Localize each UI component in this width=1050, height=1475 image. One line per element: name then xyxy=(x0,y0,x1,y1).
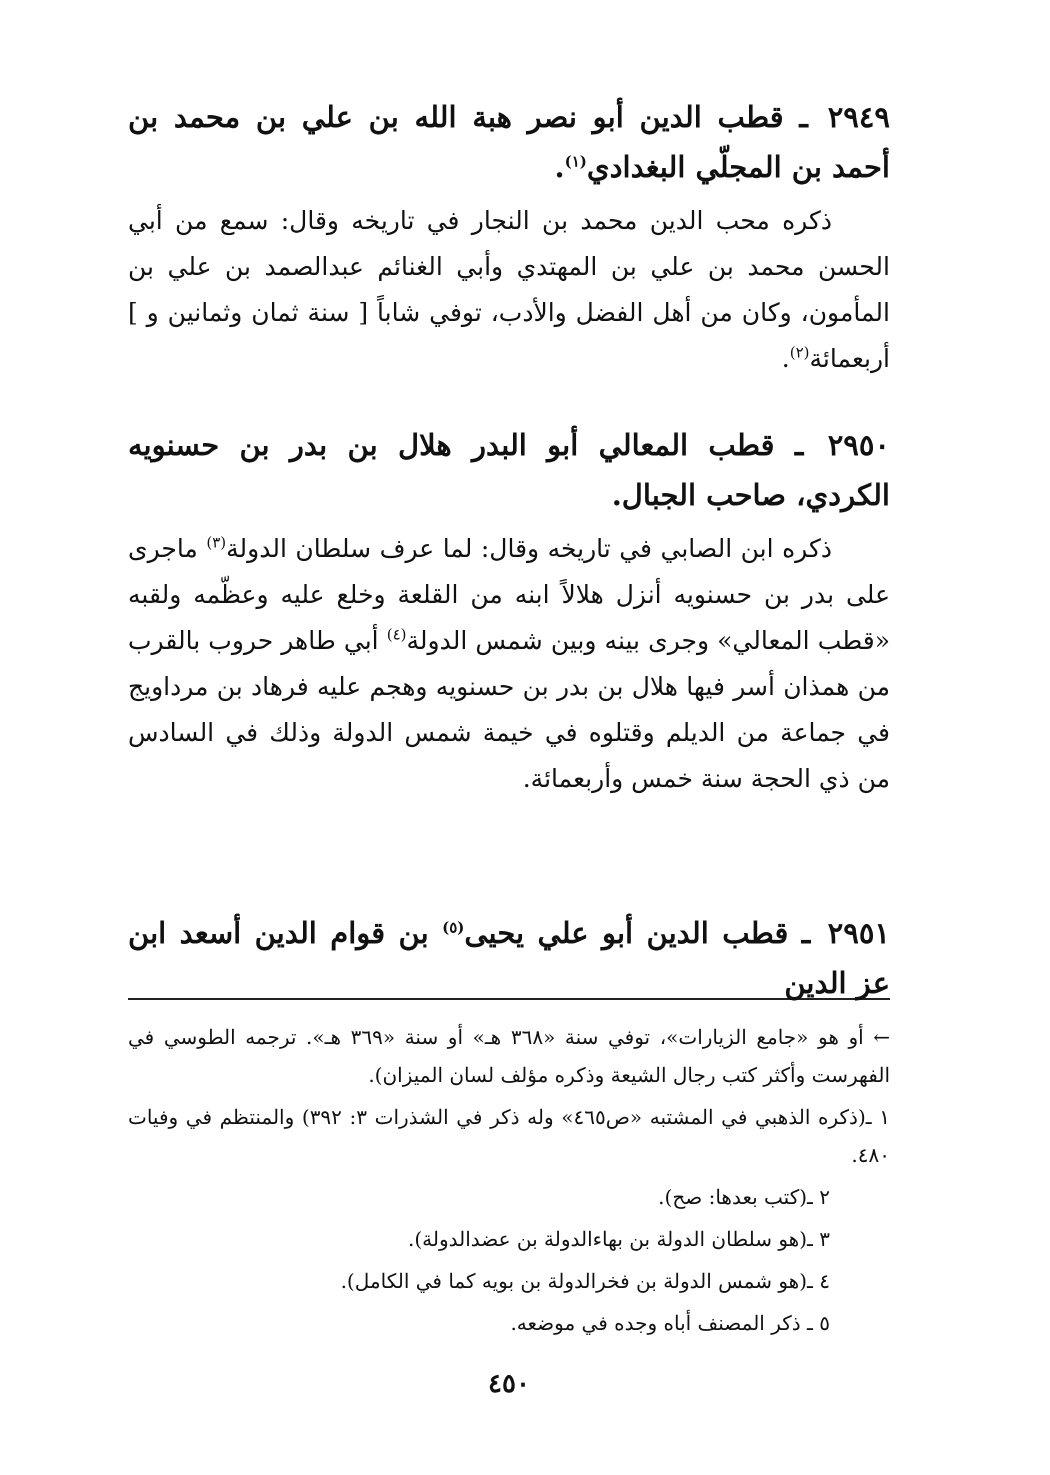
footnotes xyxy=(128,1018,890,1342)
entry-body-text: ذكره ابن الصابي في تاريخه وقال: لما عرف سلطان الدولة xyxy=(226,534,832,563)
entry-title xyxy=(128,420,890,520)
footnote-2: ٢ ـ(كتب بعدها: صح). xyxy=(658,1185,830,1209)
entry-body-text: ماجرى على بدر بن حسنويه أنزل هلالاً ابنه من القلعة وخلع عليه وعظّمه ولقبه «قطب المعالي» وجرى بينه وبين شمس الدولة xyxy=(128,534,891,655)
footnote-ref[interactable]: (٤) xyxy=(386,625,407,644)
footnote-1: ١ ـ(ذكره الذهبي في المشتبه «ص٤٦٥» وله ذكر في الشذرات ٣: ٣٩٢) والمنتظم في وفيات ٤٨٠. xyxy=(128,1105,890,1167)
book-page xyxy=(128,92,890,1442)
entry-number: ٢٩٤٩ xyxy=(827,100,890,134)
page-number: ٤٥٠ xyxy=(488,1369,530,1399)
footnote-divider xyxy=(128,998,890,1000)
entry-2951 xyxy=(128,908,890,998)
entry-title-text: ـ قطب المعالي أبو البدر هلال بن بدر بن حسنويه الكردي، صاحب الجبال. xyxy=(128,428,890,512)
footnote-4: ٤ ـ(هو شمس الدولة بن فخرالدولة بن بويه كما في الكامل). xyxy=(340,1269,830,1293)
entry-title xyxy=(128,92,890,192)
footnote-ref[interactable]: (١) xyxy=(564,152,587,171)
entry-body-end: . xyxy=(781,344,790,373)
entry-title-text: بن قوام الدين أسعد ابن عز الدين xyxy=(128,916,890,1000)
footnote-continuation: ← أو هو «جامع الزيارات»، توفي سنة «٣٦٨ هـ» أو سنة «٣٦٩ هـ». ترجمه الطوسي في الفهرست وأكثر كتب رجال الشيعة وذكره مؤلف لسان الميزان). xyxy=(128,1025,891,1087)
entry-2949 xyxy=(128,92,890,392)
footnote-ref[interactable]: (٢) xyxy=(789,343,810,362)
entry-body xyxy=(128,526,890,802)
footnote-3: ٣ ـ(هو سلطان الدولة بن بهاءالدولة بن عضدالدولة). xyxy=(407,1227,830,1251)
entry-number: ٢٩٥٠ xyxy=(827,428,890,462)
entry-title-end: . xyxy=(554,150,565,184)
entry-title-text: ـ قطب الدين أبو علي يحيى xyxy=(464,916,811,950)
footnote-5: ٥ ـ ذكر المصنف أباه وجده في موضعه. xyxy=(510,1311,830,1335)
entry-body xyxy=(128,198,890,382)
entry-2950 xyxy=(128,392,890,908)
entry-body-text: ذكره محب الدين محمد بن النجار في تاريخه وقال: سمع من أبي الحسن محمد بن علي بن المهتدي وأبي الغنائم عبدالصمد بن علي بن المأمون، وكان من أهل الفضل والأدب، توفي شاباً [ سنة ثمان وثمانين و ] أربعمائة xyxy=(128,206,890,373)
entry-title-text: ـ قطب الدين أبو نصر هبة الله بن علي بن محمد بن أحمد بن المجلّي البغدادي xyxy=(128,100,890,184)
entry-number: ٢٩٥١ xyxy=(827,916,890,950)
footnote-ref[interactable]: (٣) xyxy=(206,533,227,552)
entry-body-text: أبي طاهر حروب بالقرب من همذان أسر فيها هلال بن بدر بن حسنويه وهجم عليه فرهاد بن مرداويج في جماعة من الديلم وقتلوه في خيمة شمس الدولة وذلك في السادس من ذي الحجة سنة خمس وأربعمائة. xyxy=(128,626,890,793)
footnote-ref[interactable]: (٥) xyxy=(442,918,465,937)
entry-title xyxy=(128,908,890,1008)
